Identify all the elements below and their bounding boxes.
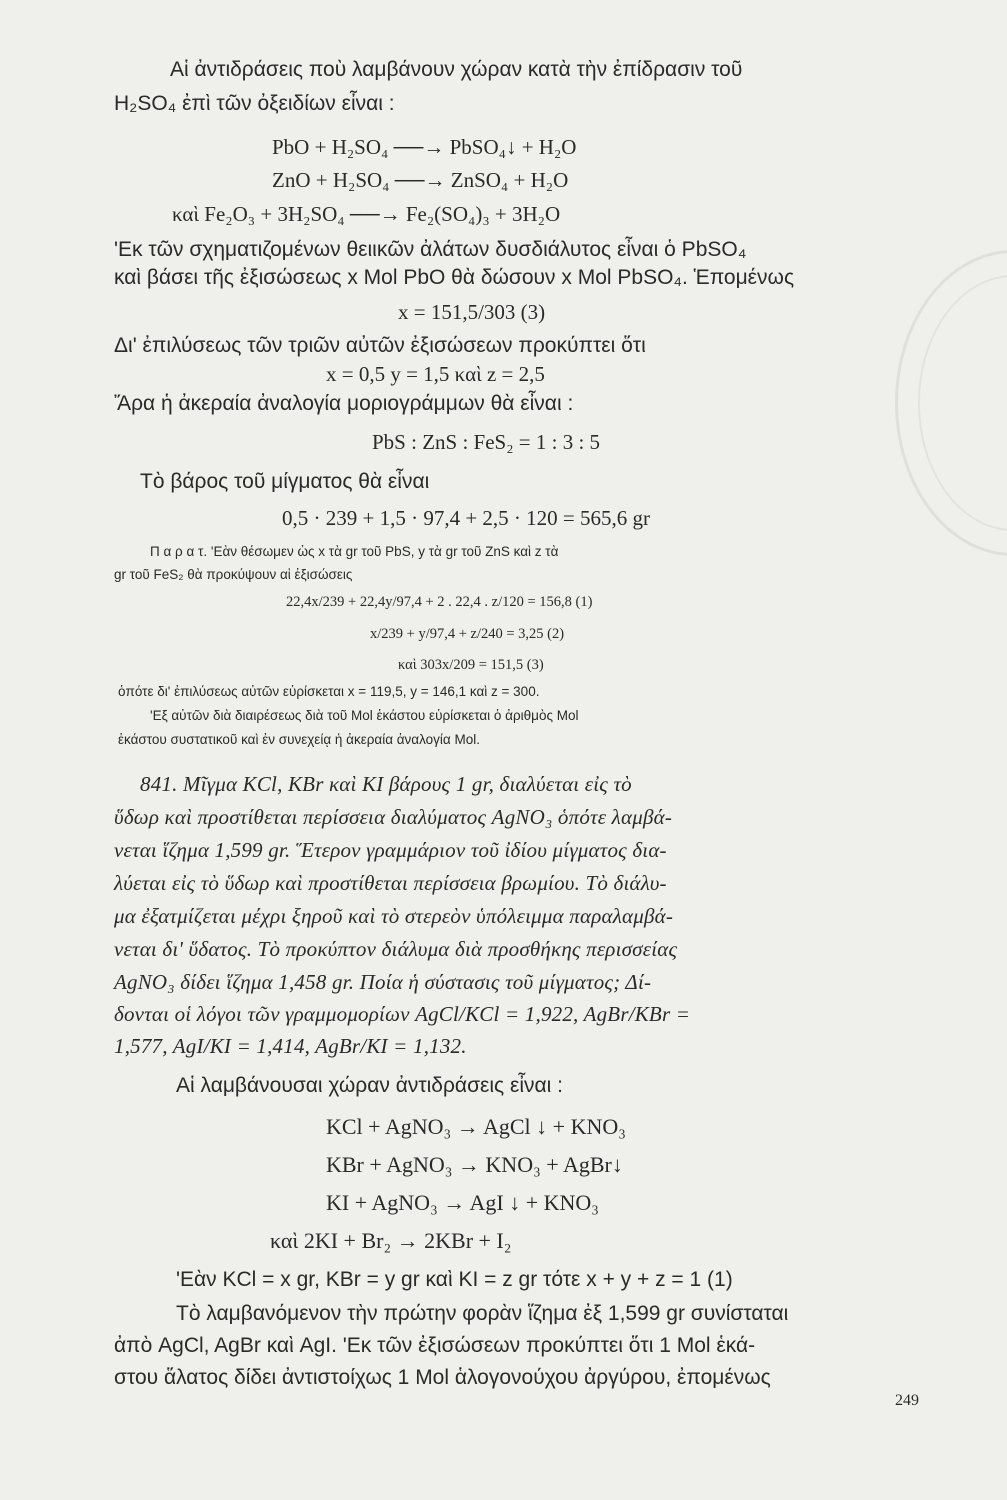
text-line: Ἄρα ἡ ἀκεραία ἀναλογία μοριογράμμων θὰ εἶναι :: [114, 392, 574, 415]
text-line: ἑκάστου συστατικοῦ καὶ ἐν συνεχείᾳ ἡ ἀκεραία ἀναλογία Mol.: [118, 732, 480, 747]
text-line: 'Εξ αὐτῶν διὰ διαιρέσεως διὰ τοῦ Mol ἑκάστου εὑρίσκεται ὁ ἀριθμὸς Mol: [150, 708, 579, 723]
text-line: gr τοῦ FeS₂ θὰ προκύψουν αἱ ἐξισώσεις: [114, 567, 353, 582]
text-line: ZnO + H₂SO₄ ──→ ZnSO₄ + H₂O: [272, 168, 569, 192]
text-line: λύεται εἰς τὸ ὕδωρ καὶ προστίθεται περίσσεια βρωμίου. Τὸ διάλυ-: [114, 871, 667, 895]
text-line: Αἱ ἀντιδράσεις ποὺ λαμβάνουν χώραν κατὰ τὴν ἐπίδρασιν τοῦ: [170, 58, 743, 81]
text-line: νεται ἵζημα 1,599 gr. Ἕτερον γραμμάριον τοῦ ἰδίου μίγματος δια-: [114, 838, 667, 862]
text-line: 22,4x/239 + 22,4y/97,4 + 2 . 22,4 . z/120 = 156,8 (1): [286, 594, 593, 610]
text-line: καὶ βάσει τῆς ἐξισώσεως x Mol PbO θὰ δώσουν x Mol PbSO₄. Ἑπομένως: [114, 266, 795, 289]
text-line: PbS : ZnS : FeS₂ = 1 : 3 : 5: [372, 430, 601, 454]
page-number: 249: [895, 1392, 919, 1409]
text-line: Αἱ λαμβάνουσαι χώραν ἀντιδράσεις εἶναι :: [176, 1074, 564, 1097]
text-line: δονται οἱ λόγοι τῶν γραμμομορίων AgCl/KCl = 1,922, AgBr/KBr =: [114, 1002, 691, 1026]
text-line: μα ἐξατμίζεται μέχρι ξηροῦ καὶ τὸ στερεὸν ὑπόλειμμα παραλαμβά-: [114, 904, 674, 928]
text-line: ὕδωρ καὶ προστίθεται περίσσεια διαλύματος AgNO₃ ὁπότε λαμβά-: [114, 805, 673, 829]
text-line: 'Εὰν KCl = x gr, KBr = y gr καὶ KI = z gr τότε x + y + z = 1 (1): [176, 1268, 733, 1291]
library-stamp: [895, 250, 1007, 556]
text-line: Τὸ βάρος τοῦ μίγματος θὰ εἶναι: [140, 470, 430, 493]
text-line: 0,5 · 239 + 1,5 · 97,4 + 2,5 · 120 = 565,6 gr: [282, 506, 651, 530]
text-line: καὶ 2KI + Br₂ → 2KBr + I₂: [270, 1228, 512, 1253]
text-line: 1,577, AgI/KI = 1,414, AgBr/KI = 1,132.: [114, 1034, 467, 1058]
text-line: καὶ Fe₂O₃ + 3H₂SO₄ ──→ Fe₂(SO₄)₃ + 3H₂O: [172, 202, 561, 226]
text-line: Τὸ λαμβανόμενον τὴν πρώτην φορὰν ἵζημα ἐξ 1,599 gr συνίσταται: [176, 1302, 789, 1325]
text-line: KBr + AgNO₃ → KNO₃ + AgBr↓: [326, 1152, 623, 1177]
text-line: στου ἅλατος δίδει ἀντιστοίχως 1 Mol ἁλογονούχου ἀργύρου, ἐπομένως: [114, 1366, 771, 1389]
text-line: ὁπότε δι' ἐπιλύσεως αὐτῶν εὑρίσκεται x = 119,5, y = 146,1 καὶ z = 300.: [118, 684, 540, 699]
text-line: AgNO₃ δίδει ἵζημα 1,458 gr. Ποία ἡ σύστασις τοῦ μίγματος; Δί-: [114, 970, 652, 994]
text-line: Π α ρ α τ. 'Εὰν θέσωμεν ὡς x τὰ gr τοῦ PbS, y τὰ gr τοῦ ZnS καὶ z τὰ: [150, 544, 559, 559]
text-line: 841. Μῖγμα KCl, KBr καὶ KI βάρους 1 gr, διαλύεται εἰς τὸ: [140, 772, 632, 796]
text-line: x/239 + y/97,4 + z/240 = 3,25 (2): [370, 626, 565, 642]
text-line: KCl + AgNO₃ → AgCl ↓ + KNO₃: [326, 1114, 626, 1139]
text-line: νεται δι' ὕδατος. Τὸ προκύπτον διάλυμα διὰ προσθήκης περισσείας: [114, 937, 678, 961]
text-line: H₂SO₄ ἐπὶ τῶν ὀξειδίων εἶναι :: [114, 92, 395, 115]
text-line: ἀπὸ AgCl, AgBr καὶ AgI. 'Εκ τῶν ἐξισώσεων προκύπτει ὅτι 1 Mol ἑκά-: [114, 1334, 756, 1357]
text-line: x = 0,5 y = 1,5 καὶ z = 2,5: [326, 362, 545, 386]
text-line: x = 151,5/303 (3): [398, 300, 546, 324]
text-line: 'Εκ τῶν σχηματιζομένων θειικῶν ἀλάτων δυσδιάλυτος εἶναι ὁ PbSO₄: [114, 238, 747, 261]
text-line: KI + AgNO₃ → AgI ↓ + KNO₃: [326, 1190, 599, 1215]
text-line: Δι' ἐπιλύσεως τῶν τριῶν αὐτῶν ἐξισώσεων προκύπτει ὅτι: [114, 334, 646, 357]
text-line: καὶ 303x/209 = 151,5 (3): [398, 657, 544, 673]
text-line: PbO + H₂SO₄ ──→ PbSO₄↓ + H₂O: [272, 135, 577, 159]
